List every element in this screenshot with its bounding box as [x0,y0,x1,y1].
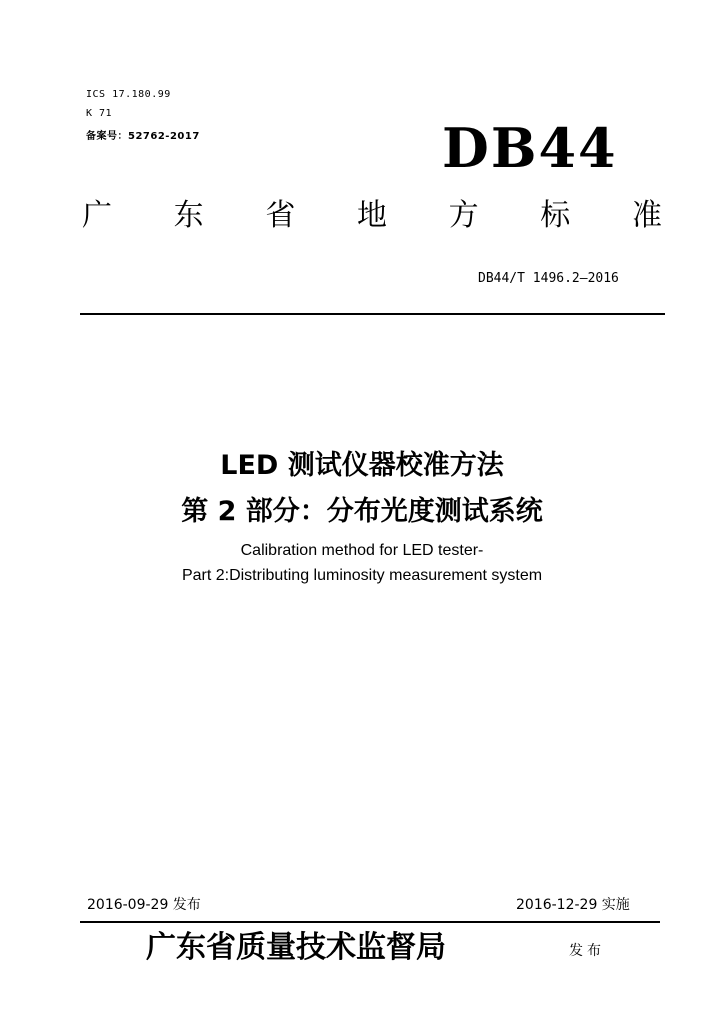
standard-title-char: 标 [540,198,571,233]
standard-title-char: 方 [448,198,479,233]
implementation-date: 2016-12-29 实施 [516,897,630,913]
standard-title-char: 地 [356,198,387,233]
standard-title-char: 省 [265,198,296,233]
header-divider [80,313,665,315]
db-logo: DB44 [442,116,618,180]
issue-label: 发布 [569,943,605,959]
standard-title-char: 准 [631,198,662,233]
standard-type-title [82,196,662,236]
standard-number: DB44/T 1496.2—2016 [478,271,619,286]
footer-divider [80,921,660,923]
standard-title-char: 东 [173,198,204,233]
title-english-line-2: Part 2:Distributing luminosity measurement system [181,567,543,584]
title-chinese-line-1: LED 测试仪器校准方法 [220,450,504,481]
title-chinese-line-2: 第 2 部分：分布光度测试系统 [181,496,543,527]
classification-code: K 71 [86,108,113,119]
issue-date: 2016-09-29 发布 [87,897,201,913]
ics-code: ICS 17.180.99 [86,89,171,100]
record-number: 备案号：52762-2017 [86,131,200,142]
title-english-line-1: Calibration method for LED tester- [240,542,484,559]
issuing-authority: 广东省质量技术监督局 [146,930,446,965]
standard-title-char: 广 [82,198,112,233]
